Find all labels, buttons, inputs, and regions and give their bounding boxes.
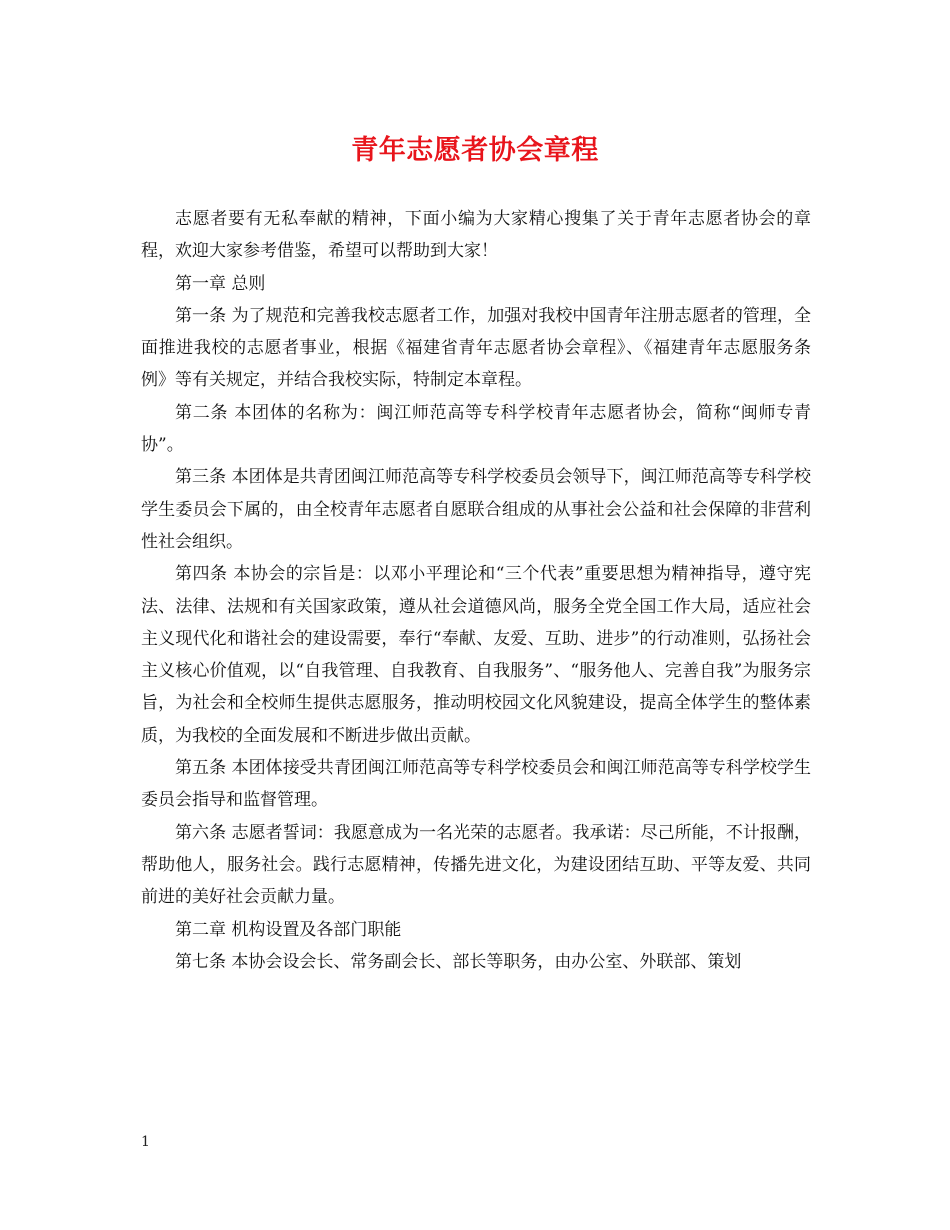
- paragraph-article-1: 第一条 为了规范和完善我校志愿者工作，加强对我校中国青年注册志愿者的管理，全面推进我校的志愿者事业，根据《福建省青年志愿者协会章程》、《福建青年志愿服务条例》等有关规定，并结合我校实际，特制定本章程。: [141, 305, 811, 391]
- paragraph-article-7: 第七条 本协会设会长、常务副会长、部长等职务，由办公室、外联部、策划: [175, 951, 742, 972]
- paragraph-chapter-2-heading: 第二章 机构设置及各部门职能: [175, 919, 402, 940]
- paragraph-article-2: 第二条 本团体的名称为：闽江师范高等专科学校青年志愿者协会，简称“闽师专青协”。: [141, 402, 811, 456]
- paragraph-article-4: 第四条 本协会的宗旨是：以邓小平理论和“三个代表”重要思想为精神指导，遵守宪法、法律、法规和有关国家政策，遵从社会道德风尚，服务全党全国工作大局，适应社会主义现代化和谐社会的建设需要，奉行“奉献、友爱、互助、进步”的行动准则，弘扬社会主义核心价值观，以“自我管理、自我教育、自我服务”、“服务他人、完善自我”为服务宗旨，为社会和全校师生提供志愿服务，推动明校园文化风貌建设，提高全体学生的整体素质，为我校的全面发展和不断进步做出贡献。: [141, 564, 811, 746]
- document-title: 青年志愿者协会章程: [351, 135, 599, 166]
- page-number: 1: [141, 1134, 150, 1150]
- paragraph-article-6: 第六条 志愿者誓词：我愿意成为一名光荣的志愿者。我承诺：尽己所能，不计报酬，帮助他人，服务社会。践行志愿精神，传播先进文化，为建设团结互助、平等友爱、共同前进的美好社会贡献力量。: [141, 822, 811, 908]
- document-body: [141, 203, 811, 978]
- paragraph-article-5: 第五条 本团体接受共青团闽江师范高等专科学校委员会和闽江师范高等专科学校学生委员会指导和监督管理。: [141, 758, 811, 811]
- paragraph-chapter-1-heading: 第一章 总则: [175, 273, 266, 294]
- paragraph-article-3: 第三条 本团体是共青团闽江师范高等专科学校委员会领导下，闽江师范高等专科学校学生委员会下属的，由全校青年志愿者自愿联合组成的从事社会公益和社会保障的非营利性社会组织。: [141, 467, 811, 552]
- paragraph-intro: 志愿者要有无私奉献的精神，下面小编为大家精心搜集了关于青年志愿者协会的章程，欢迎大家参考借鉴，希望可以帮助到大家！: [141, 209, 811, 262]
